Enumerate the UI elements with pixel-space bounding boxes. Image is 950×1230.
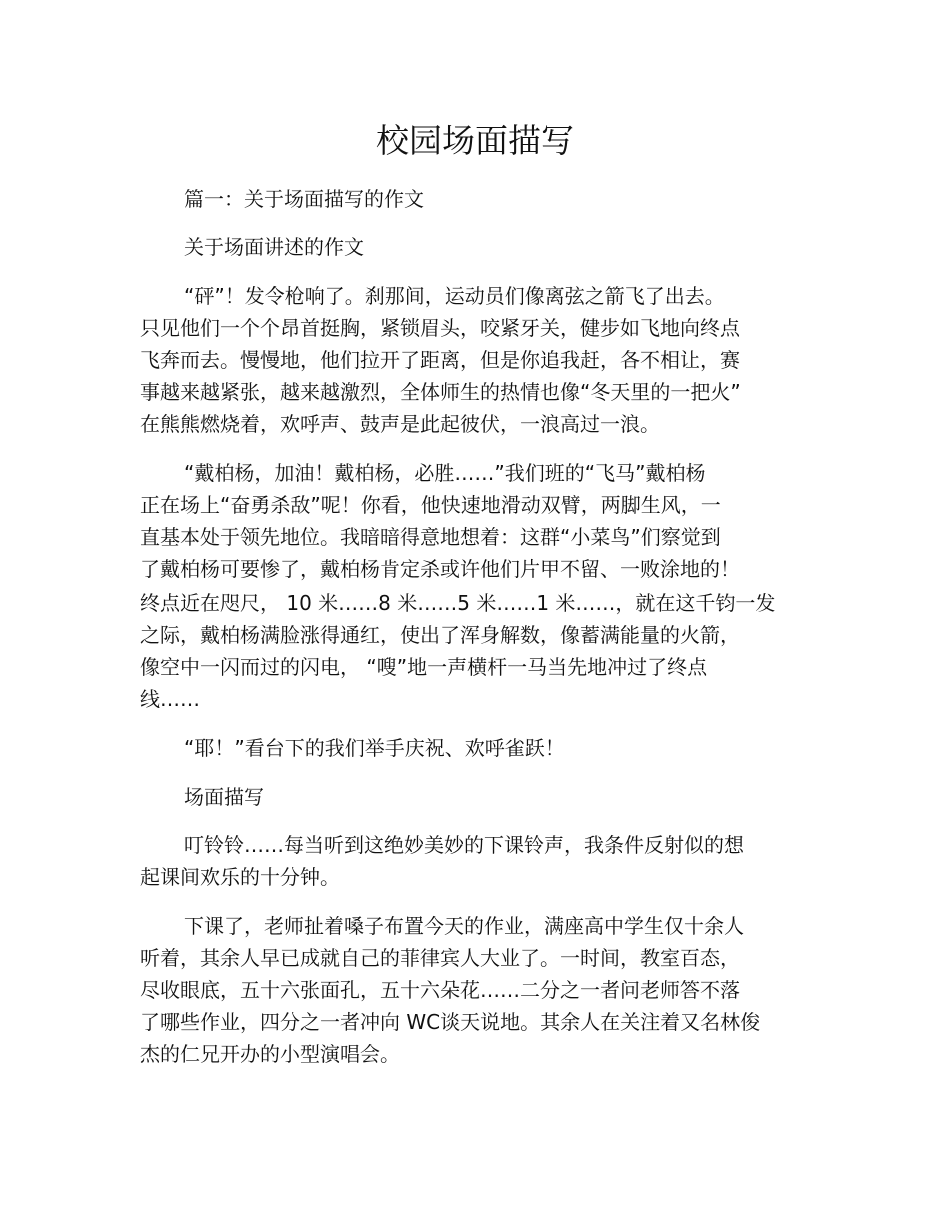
paragraph-line: 飞奔而去。慢慢地，他们拉开了距离，但是你追我赶，各不相让，赛 xyxy=(140,348,740,372)
paragraph-line: 终点近在咫尺， 10 米……8 米……5 米……1 米……，就在这千钧一发 xyxy=(140,591,776,615)
paragraph-line: 事越来越紧张，越来越激烈，全体师生的热情也像“冬天里的一把火” xyxy=(140,380,741,404)
paragraph-line: 叮铃铃……每当听到这绝妙美妙的下课铃声，我条件反射似的想 xyxy=(184,833,744,857)
paragraph-line: 尽收眼底，五十六张面孔，五十六朵花……二分之一者问老师答不落 xyxy=(140,978,740,1002)
paragraph-line: “砰”！发令枪响了。刹那间，运动员们像离弦之箭飞了出去。 xyxy=(184,284,725,308)
paragraph-line: 正在场上“奋勇杀敌”呢！你看，他快速地滑动双臂，两脚生风，一 xyxy=(140,493,721,517)
paragraph-line: 只见他们一个个昂首挺胸，紧锁眉头，咬紧牙关，健步如飞地向终点 xyxy=(140,316,740,340)
paragraph-line: 了戴柏杨可要惨了，戴柏杨肯定杀或许他们片甲不留、一败涂地的！ xyxy=(140,557,740,581)
paragraph-line: “戴柏杨，加油！戴柏杨，必胜……”我们班的“飞马”戴柏杨 xyxy=(184,461,706,485)
paragraph-line: 听着，其余人早已成就自己的菲律宾人大业了。一时间，教室百态， xyxy=(140,946,740,970)
subsection-heading: 关于场面讲述的作文 xyxy=(184,235,364,259)
section-heading: 场面描写 xyxy=(184,785,264,809)
paragraph-line: “耶！”看台下的我们举手庆祝、欢呼雀跃！ xyxy=(184,736,565,760)
paragraph-line: 起课间欢乐的十分钟。 xyxy=(140,865,340,889)
paragraph-line: 在熊熊燃烧着，欢呼声、鼓声是此起彼伏，一浪高过一浪。 xyxy=(140,412,660,436)
paragraph-line: 线…… xyxy=(140,687,200,711)
section-heading: 篇一：关于场面描写的作文 xyxy=(184,187,424,211)
paragraph-line: 下课了，老师扯着嗓子布置今天的作业，满座高中学生仅十余人 xyxy=(184,914,744,938)
paragraph-line: 像空中一闪而过的闪电， “嗖”地一声横杆一马当先地冲过了终点 xyxy=(140,655,708,679)
paragraph-line: 了哪些作业，四分之一者冲向 WC谈天说地。其余人在关注着又名林俊 xyxy=(140,1010,761,1034)
paragraph-line: 杰的仁兄开办的小型演唱会。 xyxy=(140,1042,400,1066)
page-title: 校园场面描写 xyxy=(376,121,574,160)
paragraph-line: 之际，戴柏杨满脸涨得通红，使出了浑身解数，像蓄满能量的火箭， xyxy=(140,623,740,647)
paragraph-line: 直基本处于领先地位。我暗暗得意地想着：这群“小菜鸟”们察觉到 xyxy=(140,525,721,549)
